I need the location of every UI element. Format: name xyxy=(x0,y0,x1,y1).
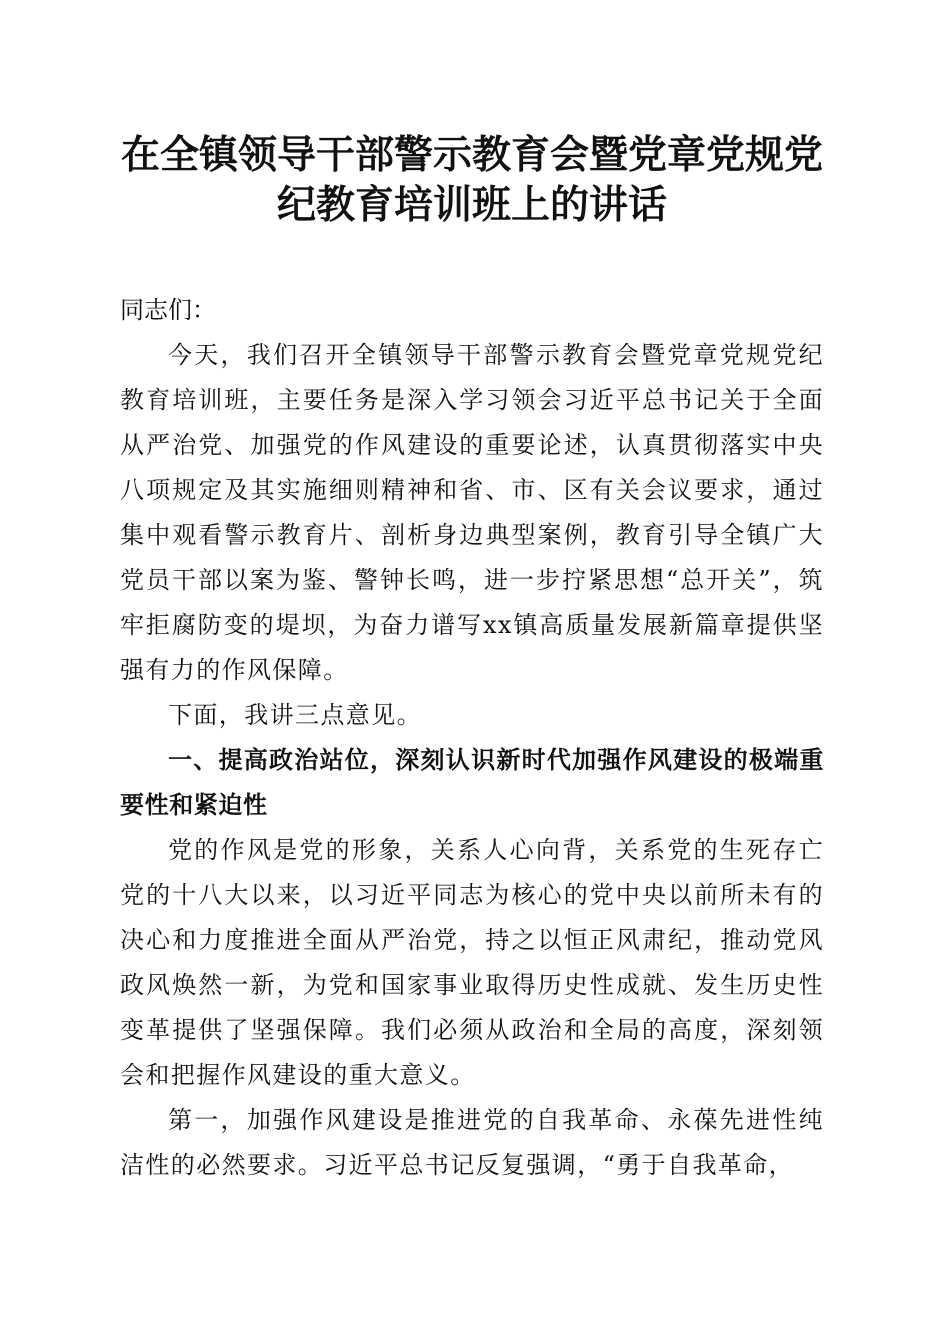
intro-paragraph: 今天，我们召开全镇领导干部警示教育会暨党章党规党纪教育培训班，主要任务是深入学习领会习近平总书记关于全面从严治党、加强党的作风建设的重要论述，认真贯彻落实中央八项规定及其实施细则精神和省、市、区有关会议要求，通过集中观看警示教育片、剖析身边典型案例，教育引导全镇广大党员干部以案为鉴、警钟长鸣，进一步拧紧思想“总开关”，筑牢拒腐防变的堤坝，为奋力谱写xx镇高质量发展新篇章提供坚强有力的作风保障。 xyxy=(120,341,824,684)
section-1-paragraph: 党的作风是党的形象，关系人心向背，关系党的生死存亡党的十八大以来，以习近平同志为核心的党中央以前所未有的决心和力度推进全面从严治党，持之以恒正风肃纪，推动党风政风焕然一新，为党和国家事业取得历史性成就、发生历史性变革提供了坚强保障。我们必须从政治和全局的高度，深刻领会和把握作风建设的重大意义。 xyxy=(120,836,824,1089)
salutation: 同志们： xyxy=(120,296,216,324)
section-1-point-1-paragraph: 第一，加强作风建设是推进党的自我革命、永葆先进性纯洁性的必然要求。习近平总书记反复强调，“勇于自我革命， xyxy=(120,1106,824,1179)
section-1-heading: 一、提高政治站位，深刻认识新时代加强作风建设的极端重要性和紧迫性 xyxy=(120,746,824,819)
document-page xyxy=(120,130,824,1188)
outline-paragraph: 下面，我讲三点意见。 xyxy=(168,701,422,729)
document-title: 在全镇领导干部警示教育会暨党章党规党纪教育培训班上的讲话 xyxy=(120,132,823,228)
